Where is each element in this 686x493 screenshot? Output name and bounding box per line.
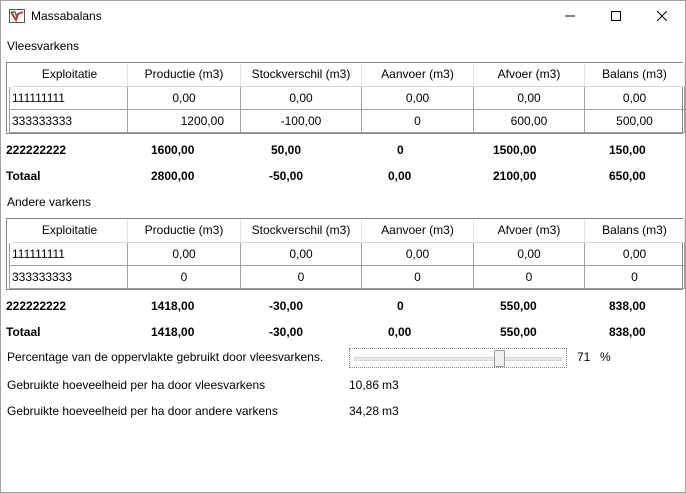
maximize-button[interactable]	[593, 1, 639, 31]
cell-balans[interactable]: 500,00	[585, 109, 685, 132]
percentage-value: 71	[577, 350, 591, 364]
totaal-productie: 2800,00	[151, 169, 195, 183]
table-row[interactable]	[10, 109, 685, 132]
summary-aanvoer: 0	[397, 299, 404, 313]
totaal-balans: 838,00	[609, 325, 646, 339]
summary-productie: 1600,00	[151, 143, 195, 157]
cell-aanvoer[interactable]: 0	[362, 109, 474, 132]
cell-exploitatie[interactable]: 111111111	[10, 242, 128, 265]
andere-varkens-grid[interactable]	[6, 218, 683, 290]
table-row[interactable]	[10, 265, 685, 288]
column-header-exploitatie[interactable]: Exploitatie	[10, 63, 128, 86]
gebruikt-vlees-label: Gebruikte hoeveelheid per ha door vleesvarkens	[7, 378, 266, 392]
vleesvarkens-summary-row	[6, 141, 683, 161]
maximize-icon	[611, 11, 621, 21]
totaal-label: Totaal	[6, 325, 41, 339]
totaal-afvoer: 2100,00	[493, 169, 537, 183]
cell-balans[interactable]: 0,00	[585, 86, 685, 109]
cell-afvoer[interactable]: 0	[474, 265, 585, 288]
column-header-afvoer[interactable]: Afvoer (m3)	[474, 219, 585, 242]
window-title: Massabalans	[31, 9, 102, 23]
summary-balans: 150,00	[609, 143, 646, 157]
summary-afvoer: 1500,00	[493, 143, 537, 157]
cell-stockverschil[interactable]: -100,00	[241, 109, 362, 132]
totaal-afvoer: 550,00	[500, 325, 537, 339]
cell-productie[interactable]: 0,00	[128, 242, 241, 265]
vleesvarkens-label: Vleesvarkens	[7, 39, 80, 53]
cell-stockverschil[interactable]: 0,00	[241, 86, 362, 109]
percentage-unit: %	[600, 350, 611, 364]
cell-balans[interactable]: 0,00	[585, 242, 685, 265]
table-row[interactable]	[10, 86, 685, 109]
cell-aanvoer[interactable]: 0,00	[362, 86, 474, 109]
column-header-aanvoer[interactable]: Aanvoer (m3)	[362, 63, 474, 86]
grid-header-row	[10, 63, 685, 86]
totaal-productie: 1418,00	[151, 325, 195, 339]
cell-afvoer[interactable]: 0,00	[474, 242, 585, 265]
summary-afvoer: 550,00	[500, 299, 537, 313]
column-header-aanvoer[interactable]: Aanvoer (m3)	[362, 219, 474, 242]
summary-exploitatie: 222222222	[6, 143, 67, 157]
cell-aanvoer[interactable]: 0	[362, 265, 474, 288]
summary-balans: 838,00	[609, 299, 646, 313]
title-bar[interactable]	[1, 1, 685, 31]
gebruikt-andere-value: 34,28	[349, 404, 380, 418]
percentage-slider[interactable]	[349, 348, 567, 368]
summary-stockverschil: -30,00	[269, 299, 304, 313]
minimize-icon	[565, 11, 575, 21]
column-header-productie[interactable]: Productie (m3)	[128, 63, 241, 86]
vleesvarkens-grid[interactable]	[6, 62, 683, 134]
gebruikt-andere-unit: m3	[382, 404, 399, 418]
column-header-balans[interactable]: Balans (m3)	[585, 219, 685, 242]
slider-track	[354, 357, 562, 361]
column-header-balans[interactable]: Balans (m3)	[585, 63, 685, 86]
column-header-exploitatie[interactable]: Exploitatie	[10, 219, 128, 242]
andere-varkens-label: Andere varkens	[7, 195, 92, 209]
summary-aanvoer: 0	[397, 143, 404, 157]
cell-productie[interactable]: 0,00	[128, 86, 241, 109]
slider-thumb[interactable]	[494, 350, 505, 367]
cell-exploitatie[interactable]: 333333333	[10, 265, 128, 288]
totaal-aanvoer: 0,00	[388, 325, 412, 339]
gebruikt-vlees-unit: m3	[382, 378, 399, 392]
totaal-stockverschil: -30,00	[269, 325, 304, 339]
grid-header-row	[10, 219, 685, 242]
summary-exploitatie: 222222222	[6, 299, 67, 313]
cell-stockverschil[interactable]: 0,00	[241, 242, 362, 265]
cell-productie[interactable]: 0	[128, 265, 241, 288]
totaal-stockverschil: -50,00	[269, 169, 304, 183]
summary-productie: 1418,00	[151, 299, 195, 313]
cell-productie[interactable]: 1200,00	[128, 109, 241, 132]
totaal-label: Totaal	[6, 169, 41, 183]
gebruikt-andere-label: Gebruikte hoeveelheid per ha door andere varkens	[7, 404, 278, 418]
cell-exploitatie[interactable]: 111111111	[10, 86, 128, 109]
vleesvarkens-totaal-row	[6, 167, 683, 187]
cell-afvoer[interactable]: 0,00	[474, 86, 585, 109]
andere-varkens-summary-row	[6, 297, 683, 317]
cell-afvoer[interactable]: 600,00	[474, 109, 585, 132]
totaal-balans: 650,00	[609, 169, 646, 183]
andere-varkens-totaal-row	[6, 323, 683, 343]
totaal-aanvoer: 0,00	[388, 169, 412, 183]
column-header-productie[interactable]: Productie (m3)	[128, 219, 241, 242]
close-button[interactable]	[639, 1, 685, 31]
cell-exploitatie[interactable]: 333333333	[10, 109, 128, 132]
app-logo-icon	[9, 9, 25, 23]
summary-stockverschil: 50,00	[271, 143, 302, 157]
column-header-stockverschil[interactable]: Stockverschil (m3)	[241, 219, 362, 242]
minimize-button[interactable]	[547, 1, 593, 31]
cell-stockverschil[interactable]: 0	[241, 265, 362, 288]
gebruikt-vlees-value: 10,86	[349, 378, 380, 392]
close-icon	[657, 11, 667, 21]
cell-aanvoer[interactable]: 0,00	[362, 242, 474, 265]
table-row[interactable]	[10, 242, 685, 265]
column-header-afvoer[interactable]: Afvoer (m3)	[474, 63, 585, 86]
cell-balans[interactable]: 0	[585, 265, 685, 288]
column-header-stockverschil[interactable]: Stockverschil (m3)	[241, 63, 362, 86]
percentage-label: Percentage van de oppervlakte gebruikt door vleesvarkens.	[7, 350, 324, 364]
